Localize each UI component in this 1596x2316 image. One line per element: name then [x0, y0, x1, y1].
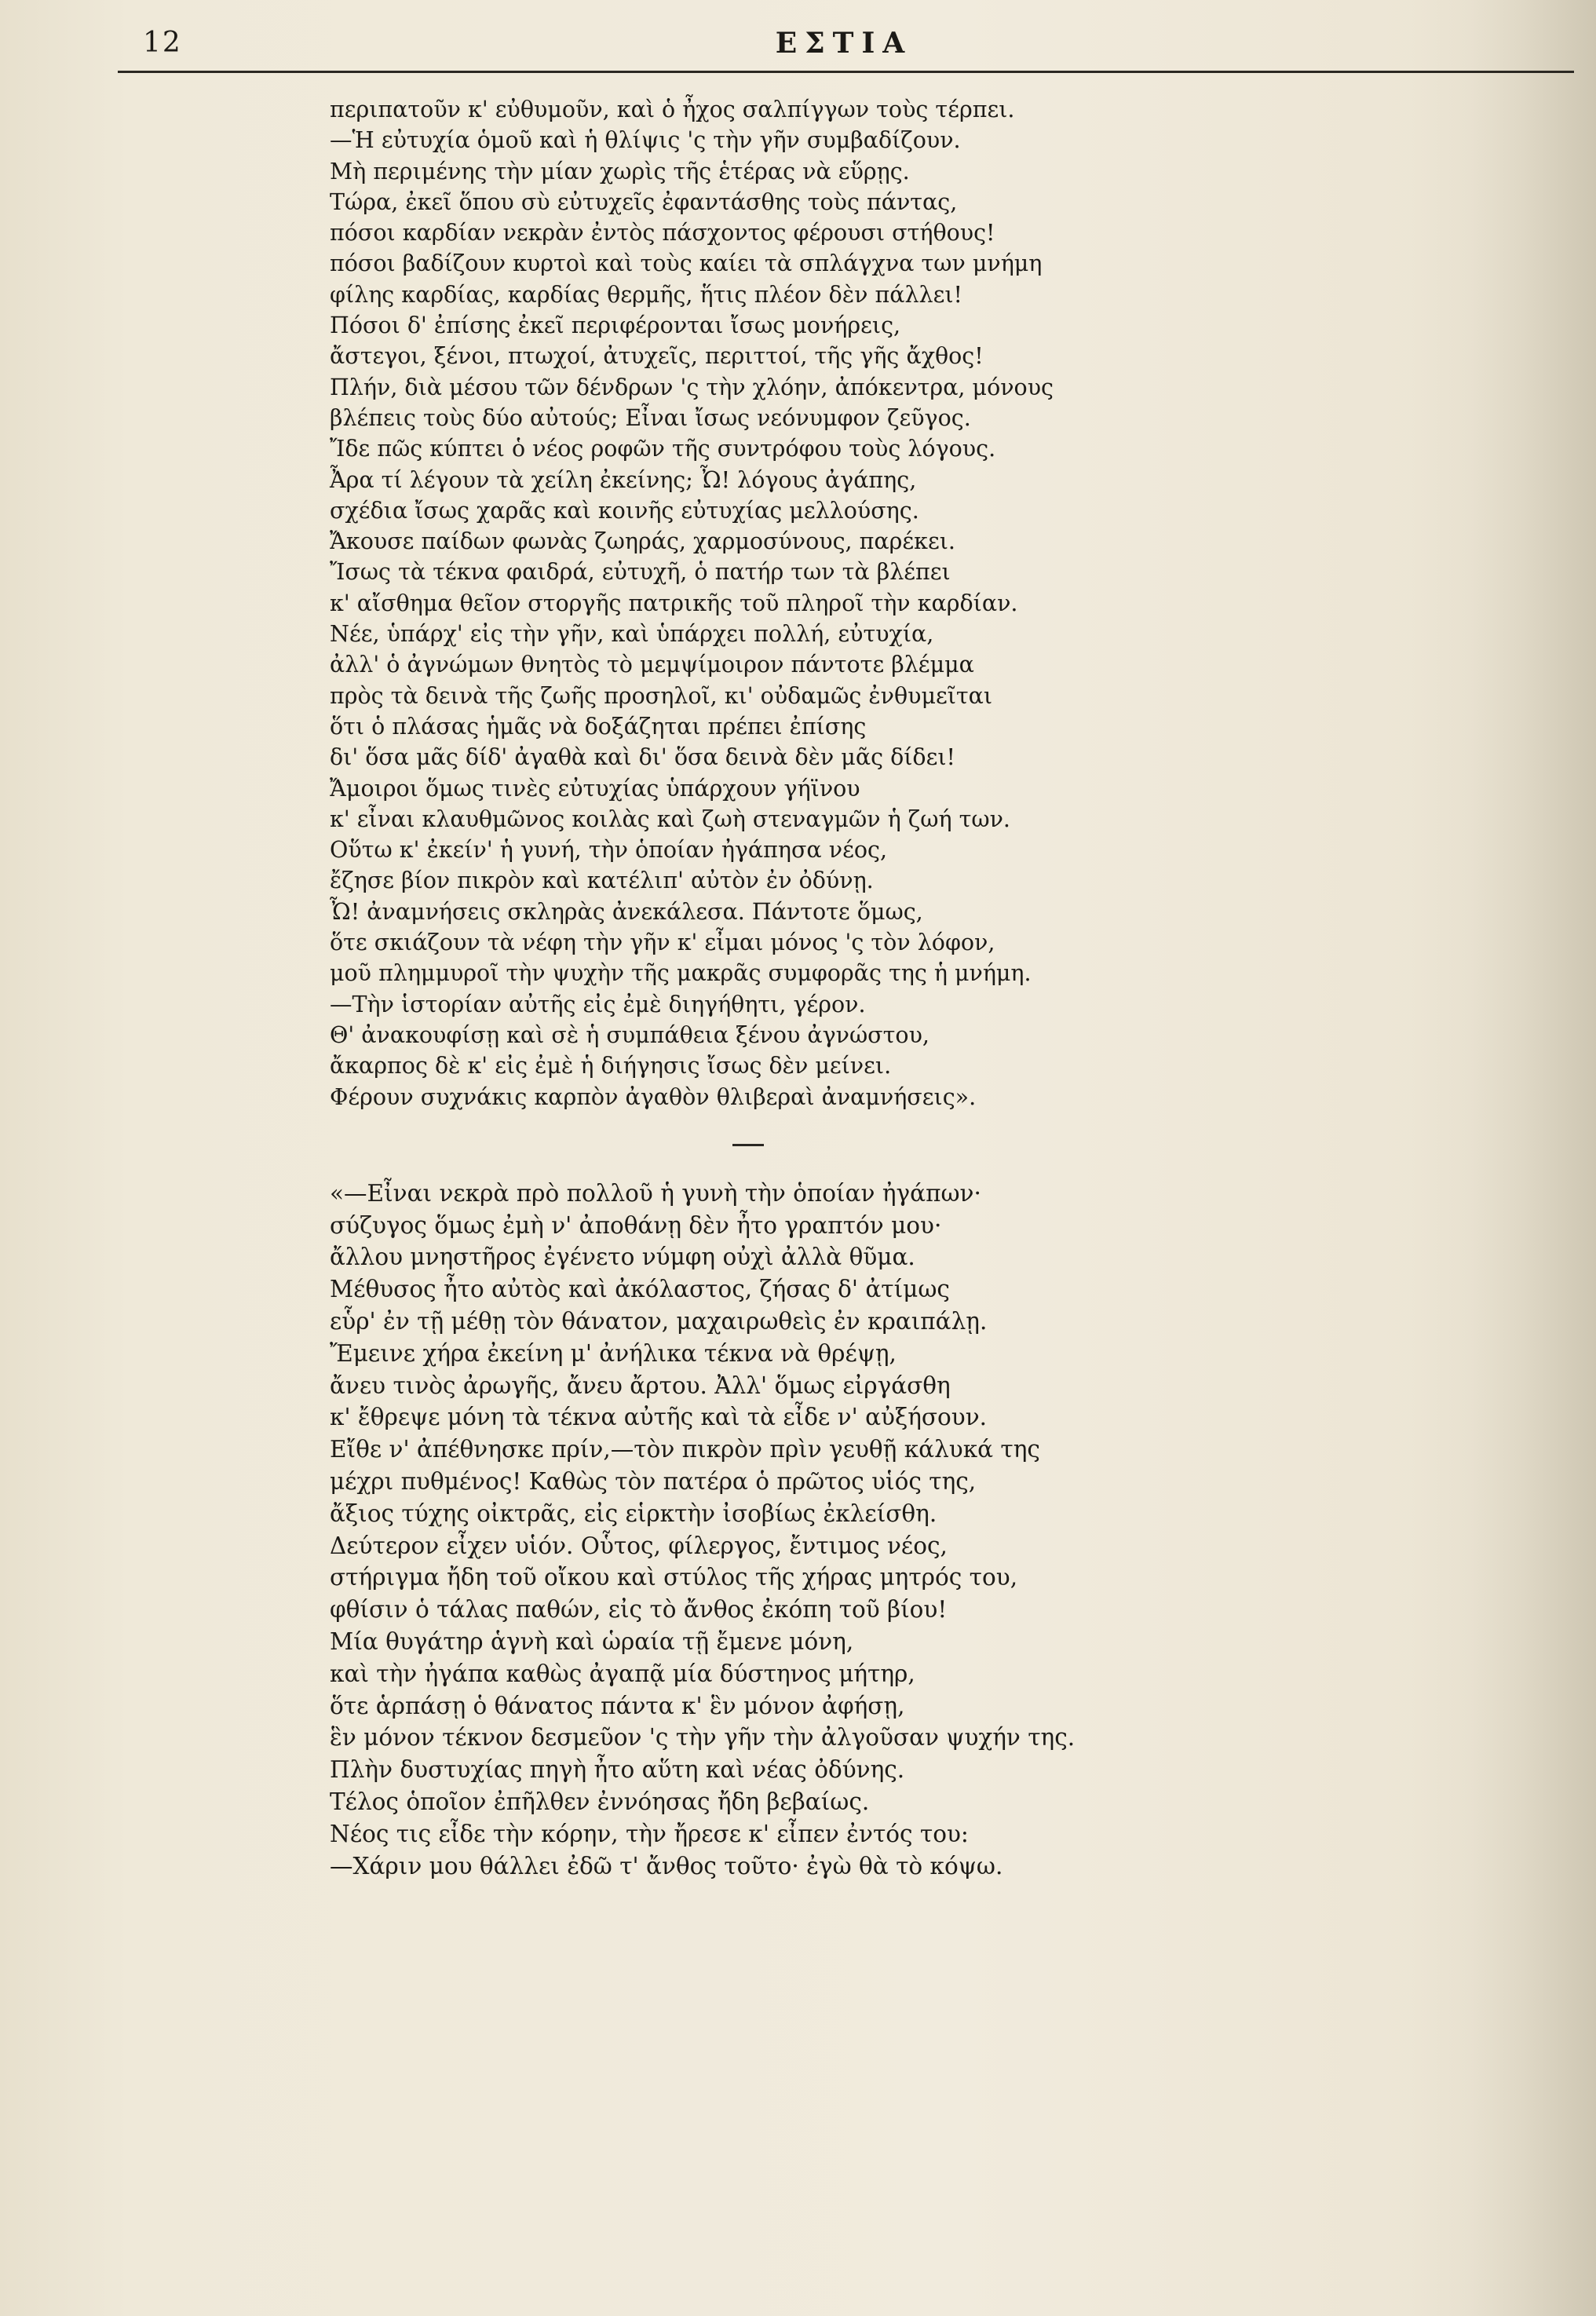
- verse-line: Πλήν, διὰ μέσου τῶν δένδρων 'ς τὴν χλόην, ἀπόκεντρα, μόνους: [330, 374, 1054, 400]
- header-rule: [118, 71, 1574, 73]
- verse-line: Ἴδε πῶς κύπτει ὁ νέος ροφῶν τῆς συντρόφου τοὺς λόγους.: [330, 436, 996, 462]
- verse-line: «—Εἶναι νεκρὰ πρὸ πολλοῦ ἡ γυνὴ τὴν ὁποίαν ἠγάπων·: [330, 1179, 981, 1207]
- verse-line: κ' ἔθρεψε μόνη τὰ τέκνα αὐτῆς καὶ τὰ εἶδε ν' αὐξήσουν.: [330, 1404, 988, 1431]
- verse-line: φίλης καρδίας, καρδίας θερμῆς, ἥτις πλέον δὲν πάλλει!: [330, 281, 963, 308]
- verse-line: Μὴ περιμένης τὴν μίαν χωρὶς τῆς ἑτέρας νὰ εὕρῃς.: [330, 158, 910, 184]
- verse-line: ἓν μόνον τέκνον δεσμεῦον 'ς τὴν γῆν τὴν ἀλγοῦσαν ψυχήν της.: [330, 1724, 1076, 1752]
- stanza-one: [330, 94, 1272, 1112]
- page-number: 12: [143, 27, 182, 59]
- verse-line: Ἴσως τὰ τέκνα φαιδρά, εὐτυχῆ, ὁ πατήρ των τὰ βλέπει: [330, 559, 951, 586]
- verse-line: καὶ τὴν ἠγάπα καθὼς ἀγαπᾷ μία δύστηνος μήτηρ,: [330, 1660, 915, 1687]
- verse-line: μοῦ πλημμυροῖ τὴν ψυχὴν τῆς μακρᾶς συμφορᾶς της ἡ μνήμη.: [330, 960, 1032, 987]
- verse-line: βλέπεις τοὺς δύο αὐτούς; Εἶναι ἴσως νεόνυμφον ζεῦγος.: [330, 404, 971, 431]
- verse-line: Πλὴν δυστυχίας πηγὴ ἦτο αὕτη καὶ νέας ὀδύνης.: [330, 1756, 905, 1784]
- verse-line: φθίσιν ὁ τάλας παθών, εἰς τὸ ἄνθος ἐκόπη τοῦ βίου!: [330, 1596, 948, 1624]
- verse-line: Πόσοι δ' ἐπίσης ἐκεῖ περιφέρονται ἴσως μονήρεις,: [330, 312, 901, 339]
- verse-line: ἄξιος τύχης οἰκτρᾶς, εἰς εἱρκτὴν ἰσοβίως ἐκλείσθη.: [330, 1500, 937, 1527]
- verse-line: περιπατοῦν κ' εὐθυμοῦν, καὶ ὁ ἦχος σαλπίγγων τοὺς τέρπει.: [330, 97, 1015, 122]
- verse-line: Οὕτω κ' ἐκείν' ἡ γυνή, τὴν ὁποίαν ἠγάπησα νέος,: [330, 837, 888, 864]
- verse-line: ὅτι ὁ πλάσας ἡμᾶς νὰ δοξάζηται πρέπει ἐπίσης: [330, 713, 867, 740]
- verse-line: σύζυγος ὅμως ἐμὴ ν' ἀποθάνῃ δὲν ἦτο γραπτόν μου·: [330, 1211, 942, 1239]
- verse-line: εὗρ' ἐν τῇ μέθῃ τὸν θάνατον, μαχαιρωθεὶς ἐν κραιπάλῃ.: [330, 1307, 988, 1335]
- verse-line: κ' αἴσθημα θεῖον στοργῆς πατρικῆς τοῦ πληροῖ τὴν καρδίαν.: [330, 590, 1018, 616]
- verse-line: Ἄμοιροι ὅμως τινὲς εὐτυχίας ὑπάρχουν γήϊνου: [330, 775, 860, 802]
- running-title: ΕΣΤΙΑ: [775, 27, 913, 60]
- verse-line: πόσοι καρδίαν νεκρὰν ἐντὸς πάσχοντος φέρουσι στήθους!: [330, 220, 995, 247]
- verse-line: ὅτε σκιάζουν τὰ νέφη τὴν γῆν κ' εἶμαι μόνος 'ς τὸν λόφον,: [330, 930, 995, 956]
- verse-line: ἄκαρπος δὲ κ' εἰς ἐμὲ ἡ διήγησις ἴσως δὲν μείνει.: [330, 1053, 892, 1079]
- section-separator: [732, 1144, 764, 1146]
- verse-line: Φέρουν συχνάκις καρπὸν ἀγαθὸν θλιβεραὶ ἀναμνήσεις».: [330, 1083, 977, 1110]
- verse-line: Ὦ! ἀναμνήσεις σκληρὰς ἀνεκάλεσα. Πάντοτε ὅμως,: [330, 898, 923, 925]
- verse-line: ἀλλ' ὁ ἀγνώμων θνητὸς τὸ μεμψίμοιρον πάντοτε βλέμμα: [330, 652, 974, 678]
- verse-line: ἄνευ τινὸς ἀρωγῆς, ἄνευ ἄρτου. Ἀλλ' ὅμως εἰργάσθη: [330, 1372, 951, 1399]
- verse-line: Ἔμεινε χήρα ἐκείνη μ' ἀνήλικα τέκνα νὰ θρέψῃ,: [330, 1339, 897, 1367]
- verse-line: Εἴθε ν' ἀπέθνησκε πρίν,—τὸν πικρὸν πρὶν γευθῇ κάλυκά της: [330, 1436, 1040, 1463]
- verse-line: Δεύτερον εἶχεν υἱόν. Οὗτος, φίλεργος, ἔντιμος νέος,: [330, 1532, 948, 1559]
- verse-line: ἄστεγοι, ξένοι, πτωχοί, ἀτυχεῖς, περιττοί, τῆς γῆς ἄχθος!: [330, 343, 984, 370]
- page-header: [118, 24, 1570, 71]
- verse-line: —Χάριν μου θάλλει ἐδῶ τ' ἄνθος τοῦτο· ἐγὼ θὰ τὸ κόψω.: [330, 1852, 1003, 1879]
- verse-line: Τώρα, ἐκεῖ ὅπου σὺ εὐτυχεῖς ἐφαντάσθης τοὺς πάντας,: [330, 188, 958, 215]
- verse-line: Νέε, ὑπάρχ' εἰς τὴν γῆν, καὶ ὑπάρχει πολλή, εὐτυχία,: [330, 621, 934, 648]
- verse-line: πόσοι βαδίζουν κυρτοὶ καὶ τοὺς καίει τὰ σπλάγχνα των μνήμη: [330, 250, 1043, 277]
- poem-text: [330, 94, 1272, 1882]
- verse-line: ἔζησε βίον πικρὸν καὶ κατέλιπ' αὐτὸν ἐν ὀδύνῃ.: [330, 868, 874, 894]
- page-bleed-through: [1408, 0, 1596, 2316]
- stanza-two: [330, 1178, 1272, 1883]
- verse-line: Ἆρα τί λέγουν τὰ χείλη ἐκείνης; Ὦ! λόγους ἀγάπης,: [330, 466, 917, 493]
- verse-line: κ' εἶναι κλαυθμῶνος κοιλὰς καὶ ζωὴ στεναγμῶν ἡ ζωή των.: [330, 805, 1010, 832]
- verse-line: Ἄκουσε παίδων φωνὰς ζωηράς, χαρμοσύνους, παρέκει.: [330, 528, 955, 555]
- verse-line: σχέδια ἴσως χαρᾶς καὶ κοινῆς εὐτυχίας μελλούσης.: [330, 497, 919, 524]
- verse-line: Τέλος ὁποῖον ἐπῆλθεν ἐννόησας ἤδη βεβαίως.: [330, 1788, 870, 1815]
- verse-line: ὅτε ἁρπάσῃ ὁ θάνατος πάντα κ' ἓν μόνον ἀφήσῃ,: [330, 1692, 905, 1719]
- verse-line: Θ' ἀνακουφίσῃ καὶ σὲ ἡ συμπάθεια ξένου ἀγνώστου,: [330, 1021, 929, 1048]
- verse-line: Μία θυγάτηρ ἁγνὴ καὶ ὡραία τῇ ἔμενε μόνη,: [330, 1627, 854, 1655]
- verse-line: Μέθυσος ἦτο αὐτὸς καὶ ἀκόλαστος, ζήσας δ' ἀτίμως: [330, 1276, 950, 1303]
- verse-line: στήριγμα ἤδη τοῦ οἴκου καὶ στύλος τῆς χήρας μητρός του,: [330, 1564, 1018, 1591]
- verse-line: Νέος τις εἶδε τὴν κόρην, τὴν ἤρεσε κ' εἶπεν ἐντός του:: [330, 1820, 969, 1847]
- verse-line: ἄλλου μνηστῆρος ἐγένετο νύμφη οὐχὶ ἀλλὰ θῦμα.: [330, 1244, 915, 1271]
- verse-line: —Τὴν ἱστορίαν αὐτῆς εἰς ἐμὲ διηγήθητι, γέρον.: [330, 991, 866, 1017]
- verse-line: μέχρι πυθμένος! Καθὼς τὸν πατέρα ὁ πρῶτος υἱός της,: [330, 1467, 977, 1495]
- verse-line: —Ἡ εὐτυχία ὁμοῦ καὶ ἡ θλίψις 'ς τὴν γῆν συμβαδίζουν.: [330, 127, 961, 154]
- verse-line: πρὸς τὰ δεινὰ τῆς ζωῆς προσηλοῖ, κι' οὐδαμῶς ἐνθυμεῖται: [330, 682, 993, 709]
- verse-line: δι' ὅσα μᾶς δίδ' ἀγαθὰ καὶ δι' ὅσα δεινὰ δὲν μᾶς δίδει!: [330, 744, 955, 771]
